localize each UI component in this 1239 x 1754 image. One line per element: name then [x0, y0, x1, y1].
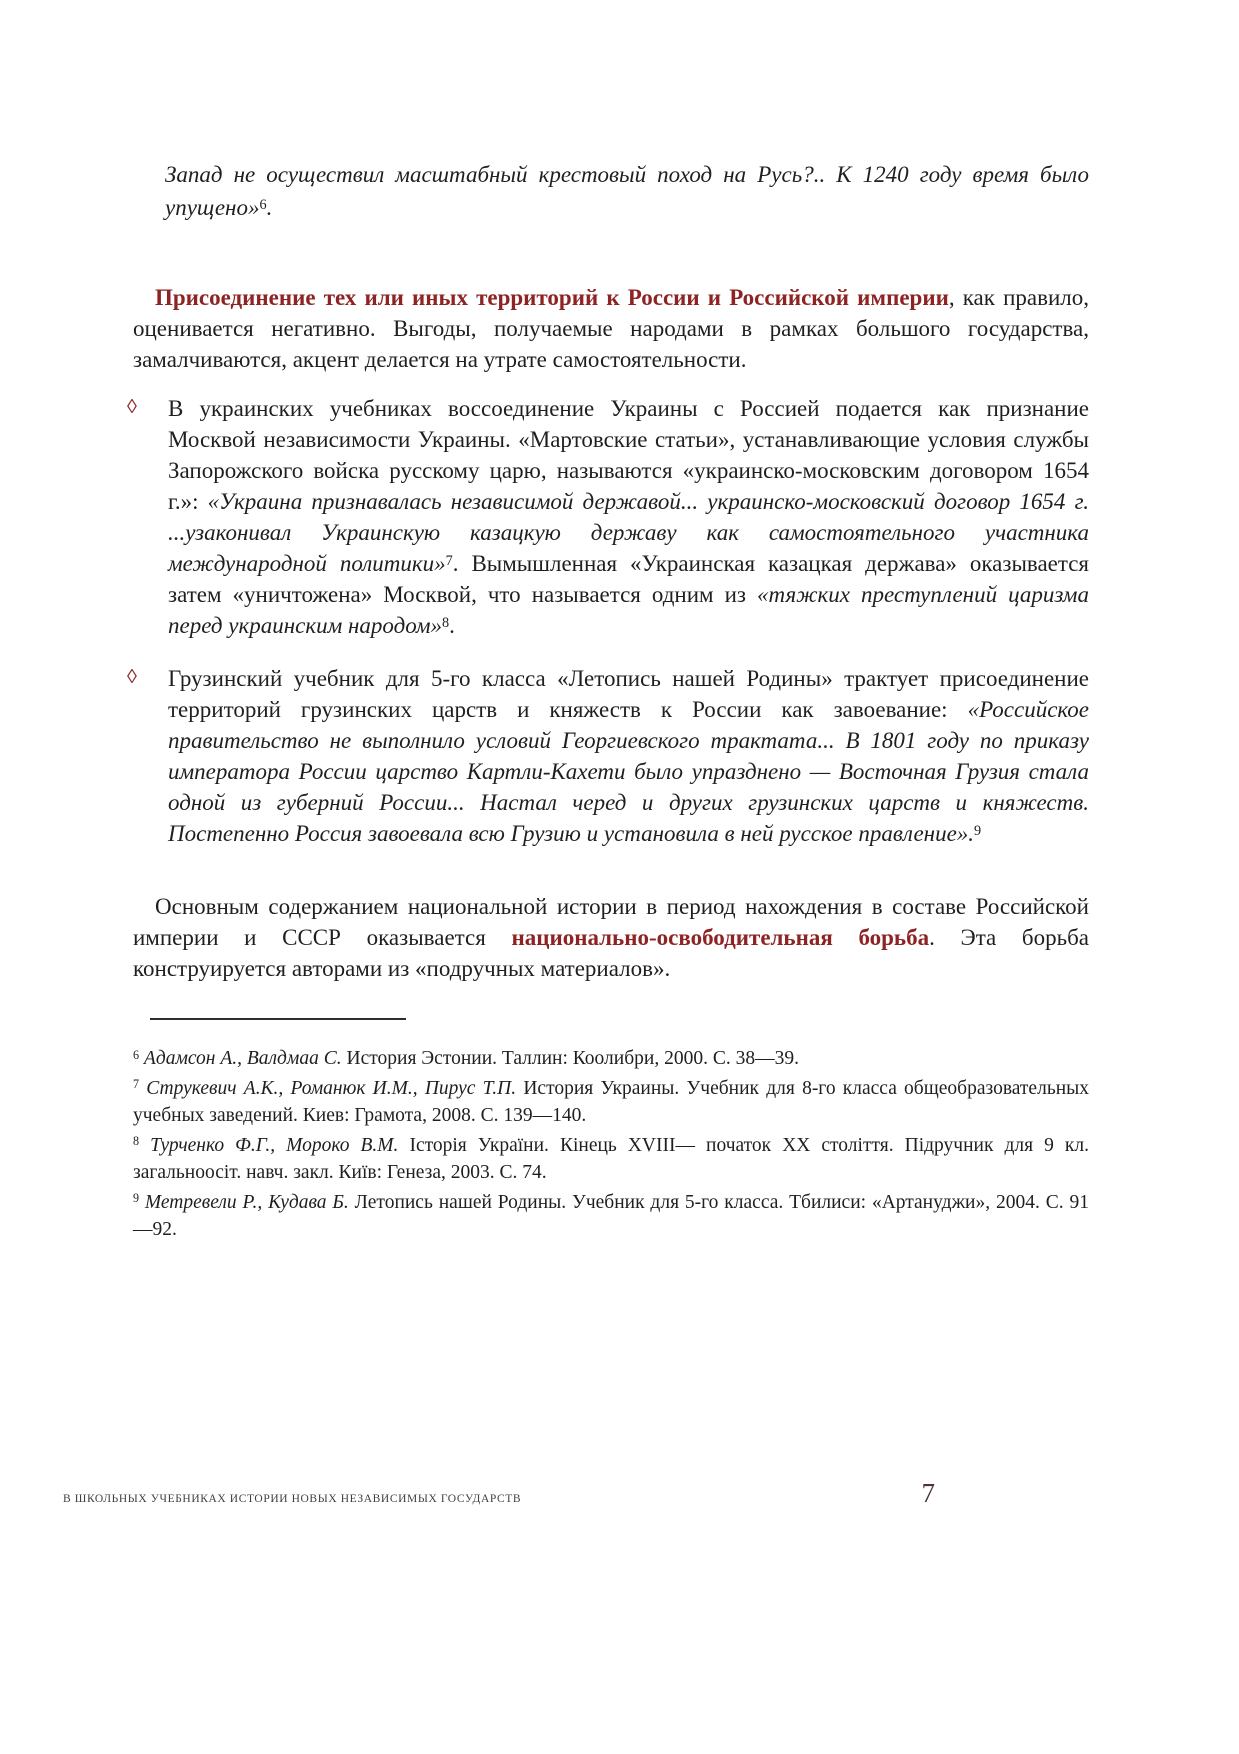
footnote-item-8: $^8$ Турченко Ф.Г., Мороко В.М. Історія України. Кінець XVIII— початок XX століття. Підручник для 9 кл. загальноосіт. навч. закл. Київ: Генеза, 2003. С. 74. [133, 1134, 1089, 1183]
footnotes-section [133, 1045, 1089, 1244]
quote-paragraph: Запад не осуществил масштабный крестовый поход на Русь?.. К 1240 году время было упущено»$^6$. [165, 162, 1089, 220]
page-number: 7 [921, 1478, 935, 1508]
bullet-item [127, 393, 1089, 641]
liberation-paragraph: Основным содержанием национальной истории в период нахождения в составе Российской империи и СССР оказывается национально-освободительная борьба. Эта борьба конструируется авторами из «подручных материалов». [133, 894, 1090, 981]
footnote-item-6: $^6$ Адамсон А., Валдмаа С. История Эстонии. Таллин: Коолибри, 2000. С. 38—39. [133, 1047, 799, 1069]
bullet-item [127, 663, 1089, 849]
annexation-paragraph: Присоединение тех или иных территорий к России и Российской империи, как правило, оценивается негативно. Выгоды, получаемые народами в рамках большого государства, замалчиваются, акцент делается на утрате самостоятельности. [133, 285, 1089, 372]
diamond-bullet-icon: ◊ [127, 666, 137, 688]
footnote-item-9: $^9$ Метревели Р., Кудава Б. Летопись нашей Родины. Учебник для 5-го класса. Тбилиси: «Артануджи», 2004. С. 91—92. [133, 1191, 1089, 1240]
page-footer [63, 1478, 935, 1509]
footnote-divider [150, 1018, 406, 1020]
running-head: В ШКОЛЬНЫХ УЧЕБНИКАХ ИСТОРИИ НОВЫХ НЕЗАВИСИМЫХ ГОСУДАРСТВ [63, 1493, 522, 1505]
diamond-bullet-icon: ◊ [127, 396, 137, 418]
bullet-text-ukraine: В украинских учебниках воссоединение Украины с Россией подается как признание Москвой независимости Украины. «Мартовские статьи», устанавливающие условия службы Запорожского войска русскому царю, называются «украинско-московским договором 1654 г.»: «Украина признавалась независимой державой... украинско-московский договор 1654 г. ...узаконивал Украинскую казацкую державу как самостоятельного участника международной политики»$^7$. Вымышленная «Украинская казацкая держава» оказывается затем «уничтожена» Москвой, что называется одним из «тяжких преступлений царизма перед украинским народом»$^8$. [168, 396, 1089, 638]
bullet-text-georgia: Грузинский учебник для 5-го класса «Летопись нашей Родины» трактует присоединение территорий грузинских царств и княжеств к России как завоевание: «Российское правительство не выполнило условий Георгиевского трактата... В 1801 году по приказу императора России царство Картли-Кахети было упразднено — Восточная Грузия стала одной из губерний России... Настал черед и других грузинских царств и княжеств. Постепенно Россия завоевала всю Грузию и установила в ней русское правление».$^9$ [168, 666, 1089, 846]
bullet-list [127, 393, 1089, 849]
footnote-item-7: $^7$ Струкевич А.К., Романюк И.М., Пирус Т.П. История Украины. Учебник для 8-го класса общеобразовательных учебных заведений. Киев: Грамота, 2008. С. 139—140. [133, 1077, 1090, 1126]
page-content [127, 158, 1090, 1246]
